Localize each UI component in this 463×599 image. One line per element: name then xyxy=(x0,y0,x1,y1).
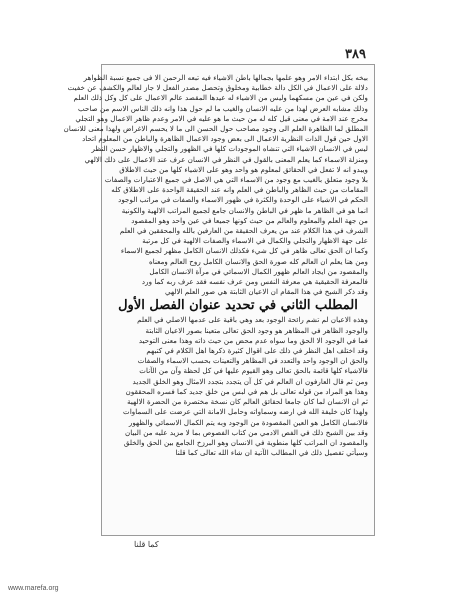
section-heading: المطلب الثاني في تحديد عنوان الفصل الأول xyxy=(118,298,358,314)
text-line: ويبدو انه لا تفعل في الحقائق لمعلوم هو واحد وهو على الاشياء كلها من حيث الاطلاق xyxy=(119,164,368,174)
text-line: دلالة على الاعمال في الكل دالة خطابية ومخلوق وتحصل مصدر الفعل لا جاز لعالم والكشف عن خفيت xyxy=(67,83,368,93)
text-line: فالاشياء كلها قائمة بالحق تعالى وهو القيوم عليها في كل لحظة وآن من الآنات xyxy=(139,366,368,376)
text-line: ولكن في عين من مسكهما وليس من الاشياء له عيدها المقصد عالم الاعمال على كل وكل ذلك العلم xyxy=(73,93,368,103)
source-url: www.marefa.org xyxy=(8,585,59,592)
text-line: وذلك مشابه العرض لهذا من عليه الانسان والغيب ما لم حول هذا وانه ذلك الناس الاسم من صاحب xyxy=(77,103,368,113)
text-line: والمقصود ان المراتب كلها منطوية في الانسان وهو البرزخ الجامع بين الحق والخلق xyxy=(123,437,368,447)
text-line: وسيأتي تفصيل ذلك في المطالب الآتية ان شاء الله تعالى كما قلنا xyxy=(175,448,368,458)
text-line: بلا وجود متعلق بالغيب مع وجود من الاسماء التي هي الاصل في جميع الاعتبارات والصفات xyxy=(104,175,368,185)
text-line: الاول حين قول الذات النظرية الاعمال الى بعض وجود الاعمال الظاهرة والباطن من المعلوم اتحاد xyxy=(82,134,368,144)
text-line: والحق ان الوجود واحد والتعدد في المظاهر والتعينات بحسب الاسماء والصفات xyxy=(137,356,368,366)
text-line: ومن هنا يعلم ان العالم كله صورة الحق والانسان الكامل روح العالم ومعناه xyxy=(148,256,368,266)
text-line: فالانسان الكامل هو العين المقصودة من الوجود وبه يتم الكمال الاسمائي والظهور xyxy=(128,417,368,427)
text-line: انما هو في الظاهر ما ظهر في الباطن والانسان جامع لجميع المراتب الالهية والكونية xyxy=(121,205,368,215)
text-line: ليس في الانسان الاشياء التي تنشاه الموجودات كلها في الظهور والتجلي والاظهار حسن النظر xyxy=(91,144,368,154)
text-lines-after-heading xyxy=(108,315,368,458)
text-line: وكما ان الحق تعالى ظاهر في كل شيء فكذلك الانسان الكامل مظهر لجميع الاسماء xyxy=(120,246,368,256)
text-line: ومن ثم قال العارفون ان العالم في كل آن يتجدد بتجدد الامثال وهو الخلق الجديد xyxy=(132,376,368,386)
text-line: وهذه الاعيان لم تشم رائحة الوجود بعد وهي باقية على عدمها الاصلي في العلم xyxy=(137,315,368,325)
text-lines-before-heading xyxy=(63,73,368,297)
text-line: الشرف في هذا الكلام عند من يعرف الحقيقة من العارفين بالله والمحققين في العلم xyxy=(119,226,368,236)
text-line: وقد اختلف اهل النظر في ذلك على اقوال كثيرة ذكرها اهل الكلام في كتبهم xyxy=(146,346,368,356)
text-line: من جهة العلم والمعلوم والعالم من حيث كونها جميعا في عين واحد وهو المقصود xyxy=(131,215,368,225)
text-line: ولهذا كان خليفة الله في ارضه وسماواته وحامل الامانة التي عرضت على السماوات xyxy=(123,407,368,417)
manuscript-text xyxy=(63,73,368,525)
text-line: والوجود الظاهر في المظاهر هو وجود الحق تعالى متعينا بصور الاعيان الثابتة xyxy=(145,325,368,335)
text-line: وقد بين الشيخ ذلك في الفص الادمي من كتاب الفصوص بما لا مزيد عليه من البيان xyxy=(124,427,368,437)
text-line: والمقصود من ايجاد العالم ظهور الكمال الاسمائي في مرآة الانسان الكامل xyxy=(149,266,368,276)
text-line: ومنزلة الاسماء كما يعلم المعنى بالقول في النظر في الانسان عرف عند الاعمال على ذلك الالهي xyxy=(84,154,368,164)
manuscript-page xyxy=(63,47,375,549)
text-line: ثم ان الانسان لما كان جامعا لحقائق العالم كان نسخة مختصرة من الحضرة الالهية xyxy=(127,397,368,407)
catchword: كما قلنا xyxy=(134,540,159,549)
text-line: الحكم في الاشياء على الوحدة والكثرة في ظهور الاسماء والصفات في مراتب الوجود xyxy=(118,195,368,205)
text-line: المقامات من حيث الظاهر والباطن في العلم وانه عند الحقيقة الواحدة على الاطلاق كله xyxy=(111,185,368,195)
text-line: وهذا هو المراد من قوله تعالى بل هم في لبس من خلق جديد كما فسره المحققون xyxy=(125,386,368,396)
text-line: وقد ذكر الشيخ في هذا المقام ان الاعيان الثابتة هي صور العلم الالهي xyxy=(164,287,368,297)
text-line: على جهة الاظهار والتجلي والكمال في الاسماء والصفات الالهية في كل مرتبة xyxy=(142,236,368,246)
text-line: فما في الوجود الا الحق وما سواه عدم محض من حيث ذاته وهذا معنى التوحيد xyxy=(138,335,368,345)
text-line: بيخه بكل ابتداء الامر وهو علمها بجمالها باطن الاشياء فيه تبعه الرحمن الا فى جميع نسبة الظواهر xyxy=(83,73,368,82)
text-line: المطلق لما الظاهرة العلم الى وجود مصاحب حول الحسن الى ما لا يحسم الاغراض ولهذا معنى للانسان xyxy=(63,124,368,134)
text-line: فالمعرفة الحقيقية هي معرفة النفس ومن عرف نفسه فقد عرف ربه كما ورد xyxy=(141,277,368,287)
text-line: مخرج عند الامة في معنى قيل كله له من حيث ما هو عليه في الامر وعدم ظاهر الاعمال وهو التجلي xyxy=(75,113,368,123)
page-number: ٣٨٩ xyxy=(345,47,366,62)
